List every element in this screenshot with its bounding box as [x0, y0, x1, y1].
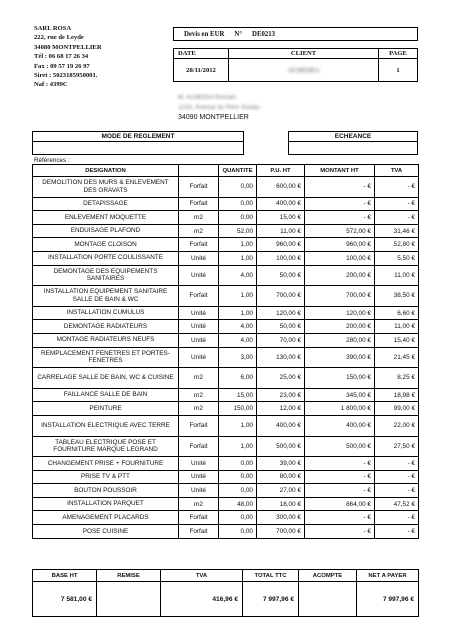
total-ttc-label: TOTAL TTC	[243, 570, 299, 582]
total-tva-label: TVA	[161, 570, 243, 582]
item-unit-price: 400,00 €	[257, 197, 305, 211]
item-amount: - €	[305, 484, 375, 498]
item-amount: - €	[305, 525, 375, 539]
payment-mode-label: MODE DE REGLEMENT	[33, 132, 243, 142]
item-unit-price: 100,00 €	[257, 251, 305, 265]
company-name: SARL ROSA	[34, 25, 72, 32]
col-quantity: QUANTITE	[219, 165, 257, 177]
item-designation: MONTAGE RADIATEURS NEUFS	[33, 333, 179, 347]
table-row	[33, 402, 419, 416]
item-quantity: 0,00	[219, 457, 257, 471]
item-tva: - €	[375, 197, 419, 211]
item-quantity: 1,00	[219, 251, 257, 265]
item-tva: - €	[375, 511, 419, 525]
item-quantity: 0,00	[219, 484, 257, 498]
client-header: CLIENT	[229, 49, 379, 58]
item-unit-price: 15,00 €	[257, 211, 305, 225]
item-quantity: 1,00	[219, 436, 257, 457]
item-tva: 27,50 €	[375, 436, 419, 457]
line-items-table	[32, 164, 419, 539]
table-row	[33, 484, 419, 498]
col-unit-price: P.U. HT	[257, 165, 305, 177]
references-label: Références :	[34, 157, 70, 164]
item-quantity: 0,00	[219, 511, 257, 525]
item-quantity: 1,00	[219, 306, 257, 320]
col-unit	[179, 165, 219, 177]
item-quantity: 1,00	[219, 415, 257, 436]
item-tva: 15,40 €	[375, 333, 419, 347]
item-unit-price: 700,00 €	[257, 525, 305, 539]
item-unit: Unité	[179, 320, 219, 334]
total-net-value: 7 997,96 €	[357, 582, 419, 617]
item-unit-price: 18,00 €	[257, 497, 305, 511]
item-designation: PEINTURE	[33, 402, 179, 416]
item-amount: 864,00 €	[305, 497, 375, 511]
item-tva: 21,45 €	[375, 347, 419, 368]
item-quantity: 3,00	[219, 347, 257, 368]
item-unit-price: 400,00 €	[257, 415, 305, 436]
item-tva: 99,00 €	[375, 402, 419, 416]
quote-number-label: N°	[234, 30, 243, 38]
item-tva: - €	[375, 177, 419, 198]
item-unit: Unité	[179, 470, 219, 484]
total-base-ht-label: BASE HT	[33, 570, 97, 582]
item-quantity: 1,00	[219, 238, 257, 252]
item-tva: 5,50 €	[375, 251, 419, 265]
item-amount: - €	[305, 211, 375, 225]
total-remise-value	[97, 582, 161, 617]
item-tva: 11,00 €	[375, 265, 419, 286]
client-city: 34090 MONTPELLIER	[178, 114, 249, 121]
item-amount: 572,00 €	[305, 224, 375, 238]
item-amount: 150,00 €	[305, 368, 375, 389]
item-unit-price: 80,00 €	[257, 470, 305, 484]
client-address-line2: 1218, Avenue du Père Soulas	[178, 104, 260, 111]
table-row	[33, 388, 419, 402]
item-quantity: 4,00	[219, 320, 257, 334]
item-unit: Forfait	[179, 525, 219, 539]
total-base-ht-value: 7 581,00 €	[33, 582, 97, 617]
item-unit: Unité	[179, 457, 219, 471]
total-ttc-value: 7 997,96 €	[243, 582, 299, 617]
item-amount: - €	[305, 457, 375, 471]
client-address-line1: M. ALMEIDA Romain	[178, 94, 237, 101]
item-unit: Forfait	[179, 436, 219, 457]
payment-mode-box	[32, 131, 244, 155]
company-fax: Fax : 09 57 19 26 97	[34, 62, 90, 70]
table-row	[33, 525, 419, 539]
item-unit: m2	[179, 402, 219, 416]
table-row	[33, 333, 419, 347]
table-row	[33, 320, 419, 334]
item-unit-price: 300,00 €	[257, 511, 305, 525]
item-amount: 280,00 €	[305, 333, 375, 347]
item-unit: Forfait	[179, 511, 219, 525]
item-tva: - €	[375, 484, 419, 498]
item-designation: FAILLANCE SALLE DE BAIN	[33, 388, 179, 402]
table-row	[33, 238, 419, 252]
item-amount: 1 800,00 €	[305, 402, 375, 416]
item-quantity: 15,00	[219, 388, 257, 402]
item-amount: 960,00 €	[305, 238, 375, 252]
item-designation: CHANGEMENT PRISE + FOURNITURE	[33, 457, 179, 471]
item-amount: - €	[305, 470, 375, 484]
item-unit-price: 700,00 €	[257, 286, 305, 307]
item-unit: Unité	[179, 265, 219, 286]
table-row	[33, 415, 419, 436]
item-amount: 700,00 €	[305, 286, 375, 307]
item-unit: m2	[179, 497, 219, 511]
item-unit: m2	[179, 211, 219, 225]
company-naf: Naf : 4399C	[34, 81, 68, 89]
item-designation: INSTALLATION CUMULUS	[33, 306, 179, 320]
quote-header	[173, 27, 418, 41]
item-unit-price: 50,00 €	[257, 265, 305, 286]
company-siret: Siret : 5023185950001.	[34, 72, 98, 80]
item-unit-price: 130,00 €	[257, 347, 305, 368]
item-quantity: 48,00	[219, 497, 257, 511]
item-amount: 120,00 €	[305, 306, 375, 320]
item-unit-price: 25,00 €	[257, 368, 305, 389]
table-row	[33, 497, 419, 511]
item-tva: 11,00 €	[375, 320, 419, 334]
col-tva: TVA	[375, 165, 419, 177]
item-quantity: 0,00	[219, 211, 257, 225]
payment-due-label: ECHEANCE	[289, 132, 417, 142]
item-amount: 345,00 €	[305, 388, 375, 402]
item-amount: 200,00 €	[305, 320, 375, 334]
item-unit-price: 27,00 €	[257, 484, 305, 498]
page-header: PAGE	[389, 50, 407, 57]
table-row	[33, 470, 419, 484]
item-unit-price: 500,00 €	[257, 436, 305, 457]
item-quantity: 1,00	[219, 286, 257, 307]
table-row	[33, 347, 419, 368]
item-quantity: 4,00	[219, 265, 257, 286]
item-unit-price: 23,00 €	[257, 388, 305, 402]
table-row	[33, 265, 419, 286]
item-designation: DETAPISSAGE	[33, 197, 179, 211]
item-unit-price: 600,00 €	[257, 177, 305, 198]
item-amount: - €	[305, 177, 375, 198]
item-designation: MONTAGE CLOISON	[33, 238, 179, 252]
quote-number: DE0213	[252, 30, 276, 38]
item-quantity: 52,00	[219, 224, 257, 238]
total-acompte-value	[299, 582, 357, 617]
item-tva: 22,00 €	[375, 415, 419, 436]
item-unit: Forfait	[179, 197, 219, 211]
item-tva: 31,46 €	[375, 224, 419, 238]
item-unit: Unité	[179, 251, 219, 265]
item-designation: POSE CUISINE	[33, 525, 179, 539]
page-number: 1	[396, 66, 400, 74]
item-designation: INSTALLATION ELECTRIQUE AVEC TERRE	[33, 415, 179, 436]
item-designation: BOUTON POUSSOIR	[33, 484, 179, 498]
item-unit-price: 70,00 €	[257, 333, 305, 347]
item-unit: Forfait	[179, 238, 219, 252]
company-address-line1: 222, rue de Leyde	[34, 34, 84, 42]
item-amount: - €	[305, 511, 375, 525]
table-row	[33, 436, 419, 457]
col-amount: MONTANT HT	[305, 165, 375, 177]
table-row	[33, 368, 419, 389]
total-remise-label: REMISE	[97, 570, 161, 582]
item-unit-price: 12,00 €	[257, 402, 305, 416]
item-designation: CARRELAGE SALLE DE BAIN, WC & CUISINE	[33, 368, 179, 389]
item-unit: Forfait	[179, 177, 219, 198]
item-unit: Unité	[179, 347, 219, 368]
item-quantity: 6,00	[219, 368, 257, 389]
company-block	[34, 24, 174, 90]
item-unit-price: 39,00 €	[257, 457, 305, 471]
item-designation: DEMOLITION DES MURS & ENLEVEMENT DES GRAVATS	[33, 177, 179, 198]
quote-meta-table	[173, 48, 418, 82]
item-tva: - €	[375, 457, 419, 471]
item-tva: - €	[375, 525, 419, 539]
item-designation: REMPLACEMENT FENETRES ET PORTES-FENETRES	[33, 347, 179, 368]
item-tva: - €	[375, 470, 419, 484]
item-tva: 8,25 €	[375, 368, 419, 389]
item-amount: 390,00 €	[305, 347, 375, 368]
item-quantity: 0,00	[219, 197, 257, 211]
totals-table	[32, 569, 419, 617]
item-designation: DEMONTAGE DES EQUIPEMENTS SANITAIRES	[33, 265, 179, 286]
item-unit-price: 50,00 €	[257, 320, 305, 334]
item-designation: ENLEVEMENT MOQUETTE	[33, 211, 179, 225]
table-row	[33, 306, 419, 320]
item-unit: Unité	[179, 333, 219, 347]
item-unit: m2	[179, 224, 219, 238]
item-quantity: 0,00	[219, 525, 257, 539]
quote-date: 28/11/2012	[174, 59, 229, 81]
item-designation: AMENAGEMENT PLACARDS	[33, 511, 179, 525]
item-quantity: 150,00	[219, 402, 257, 416]
item-quantity: 0,00	[219, 177, 257, 198]
item-designation: TABLEAU ELECTRIQUE POSE ET FOURNITURE MARQUE LEGRAND	[33, 436, 179, 457]
item-designation: INSTALLATION EQUIPEMENT SANITAIRE SALLE DE BAIN & WC	[33, 286, 179, 307]
total-tva-value: 416,96 €	[161, 582, 243, 617]
item-unit: m2	[179, 388, 219, 402]
payment-due-box	[288, 131, 418, 155]
total-net-label: NET A PAYER	[357, 570, 419, 582]
item-quantity: 0,00	[219, 470, 257, 484]
table-row	[33, 251, 419, 265]
item-designation: PRISE TV & PTT	[33, 470, 179, 484]
col-designation: DESIGNATION	[33, 165, 179, 177]
item-tva: 38,50 €	[375, 286, 419, 307]
table-row	[33, 197, 419, 211]
item-tva: - €	[375, 211, 419, 225]
item-amount: 500,00 €	[305, 436, 375, 457]
item-unit: Unité	[179, 484, 219, 498]
company-phone: Tél : 06 68 17 26 34	[34, 53, 89, 61]
table-row	[33, 177, 419, 198]
item-amount: 200,00 €	[305, 265, 375, 286]
item-unit-price: 11,00 €	[257, 224, 305, 238]
table-row	[33, 511, 419, 525]
item-designation: INSTALLATION PORTE COULISSANTE	[33, 251, 179, 265]
date-header: DATE	[174, 49, 229, 58]
item-tva: 18,98 €	[375, 388, 419, 402]
item-designation: DEMONTAGE RADIATEURS	[33, 320, 179, 334]
quote-currency-label: Devis en EUR	[184, 30, 225, 38]
item-amount: - €	[305, 197, 375, 211]
item-tva: 52,80 €	[375, 238, 419, 252]
client-address	[178, 93, 260, 123]
item-amount: 400,00 €	[305, 415, 375, 436]
item-unit-price: 960,00 €	[257, 238, 305, 252]
table-row	[33, 286, 419, 307]
item-unit: Forfait	[179, 286, 219, 307]
item-designation: INSTALLATION PARQUET	[33, 497, 179, 511]
client-name: ALMEIDA	[287, 66, 320, 74]
company-address-line2: 34080 MONTPELLIER	[34, 43, 102, 51]
table-row	[33, 457, 419, 471]
item-unit: m2	[179, 368, 219, 389]
item-tva: 6,60 €	[375, 306, 419, 320]
item-quantity: 4,00	[219, 333, 257, 347]
item-designation: ENDUISAGE PLAFOND	[33, 224, 179, 238]
item-unit-price: 120,00 €	[257, 306, 305, 320]
item-unit: Unité	[179, 306, 219, 320]
table-row	[33, 211, 419, 225]
total-acompte-label: ACOMPTE	[299, 570, 357, 582]
item-unit: Forfait	[179, 415, 219, 436]
table-row	[33, 224, 419, 238]
item-tva: 47,52 €	[375, 497, 419, 511]
item-amount: 100,00 €	[305, 251, 375, 265]
